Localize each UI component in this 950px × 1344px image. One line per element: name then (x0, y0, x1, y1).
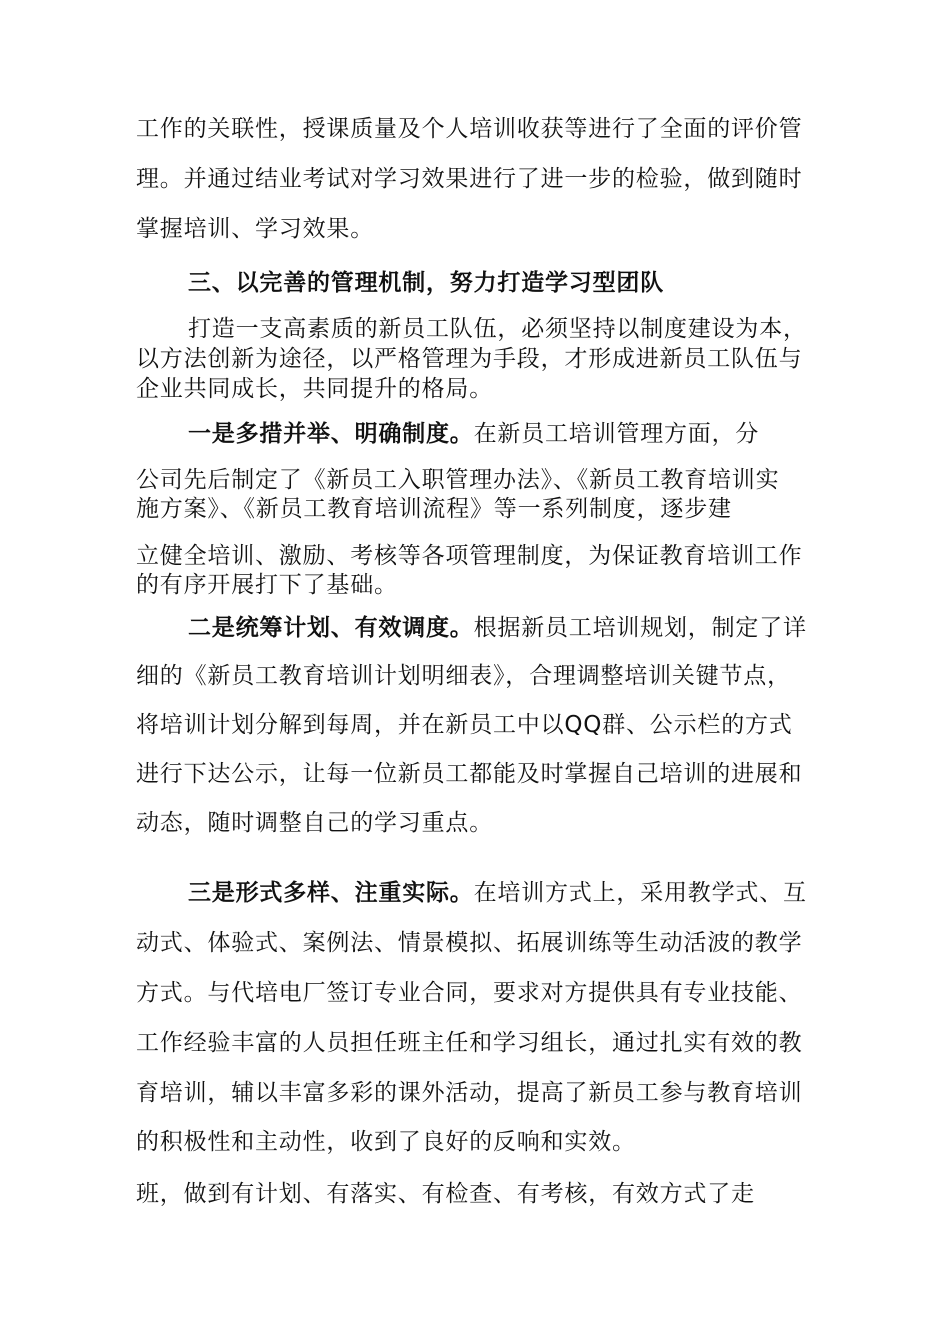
paragraph-lead: 二是统筹计划、有效调度。 (188, 615, 474, 641)
body-line: 工作经验丰富的人员担任班主任和学习组长，通过扎实有效的教 (136, 1030, 803, 1056)
body-line: 动式、体验式、案例法、情景模拟、拓展训练等生动活波的教学 (136, 930, 803, 956)
body-line: 理。并通过结业考试对学习效果进行了进一步的检验，做到随时 (136, 166, 803, 192)
body-line: 将培训计划分解到每周，并在新员工中以QQ群、公示栏的方式 (136, 712, 793, 738)
paragraph-text: 在新员工培训管理方面，分 (473, 421, 760, 447)
paragraph-text: 根据新员工培训规划，制定了详 (473, 615, 807, 641)
paragraph-lead: 一是多措并举、明确制度。 (188, 421, 474, 447)
body-line: 掌握培训、学习效果。 (136, 216, 374, 242)
paragraph-line (188, 878, 807, 908)
paragraph-text: 在培训方式上，采用教学式、互 (473, 880, 807, 906)
body-line: 工作的关联性，授课质量及个人培训收获等进行了全面的评价管 (136, 116, 803, 142)
body-line: 公司先后制定了《新员工入职管理办法》、《新员工教育培训实 (136, 467, 780, 493)
body-line: 以方法创新为途径，以严格管理为手段，才形成进新员工队伍与 (136, 346, 803, 372)
body-line: 施方案》、《新员工教育培训流程》等一系列制度，逐步建 (136, 496, 732, 522)
paragraph-line (188, 419, 759, 449)
body-line: 立健全培训、激励、考核等各项管理制度，为保证教育培训工作 (136, 543, 803, 569)
body-line: 方式。与代培电厂签订专业合同，要求对方提供具有专业技能、 (136, 980, 803, 1006)
body-line: 的积极性和主动性，收到了良好的反响和实效。 (136, 1129, 636, 1155)
body-line: 的有序开展打下了基础。 (136, 572, 398, 598)
paragraph-line (188, 613, 807, 643)
body-line: 企业共同成长，共同提升的格局。 (136, 376, 493, 402)
body-line: 动态，随时调整自己的学习重点。 (136, 810, 493, 836)
body-line: 打造一支高素质的新员工队伍，必须坚持以制度建设为本， (188, 316, 807, 342)
section-heading: 三、以完善的管理机制，努力打造学习型团队 (188, 270, 664, 296)
body-line: 班，做到有计划、有落实、有检查、有考核，有效方式了走 (136, 1181, 755, 1207)
body-line: 细的《新员工教育培训计划明细表》，合理调整培训关键节点， (136, 663, 791, 689)
body-line: 进行下达公示，让每一位新员工都能及时掌握自己培训的进展和 (136, 761, 803, 787)
paragraph-lead: 三是形式多样、注重实际。 (188, 880, 474, 906)
body-line: 育培训，辅以丰富多彩的课外活动，提高了新员工参与教育培训 (136, 1080, 803, 1106)
